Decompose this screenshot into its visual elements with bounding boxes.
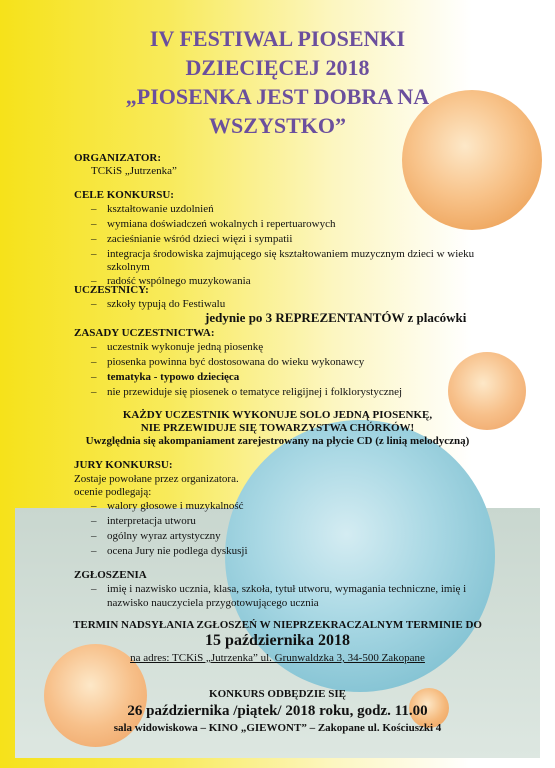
bullet-dash: – <box>91 530 97 542</box>
goal-item: wymiana doświadczeń wokalnych i repertuarowych <box>107 218 336 230</box>
bullet-dash: – <box>91 500 97 512</box>
jury-item: walory głosowe i muzykalność <box>107 500 244 512</box>
bullet-dash: – <box>91 545 97 557</box>
organizer-heading: ORGANIZATOR: <box>74 152 161 164</box>
bullet-dash: – <box>91 386 97 398</box>
event-venue: sala widowiskowa – KINO „GIEWONT” – Zakopane ul. Kościuszki 4 <box>113 722 442 734</box>
rule-item: nie przewiduje się piosenek o tematyce religijnej i folklorystycznej <box>107 386 403 398</box>
deadline-date: 15 października 2018 <box>205 632 350 649</box>
bullet-dash: – <box>91 341 97 353</box>
bullet-dash: – <box>91 203 97 215</box>
goals-heading: CELE KONKURSU: <box>74 189 174 201</box>
goal-item: radość wspólnego muzykowania <box>107 275 251 287</box>
bullet-dash: – <box>91 248 97 260</box>
rule-item: piosenka powinna być dostosowana do wieku wykonawcy <box>107 356 365 368</box>
jury-item: interpretacja utworu <box>107 515 196 527</box>
participants-item: szkoły typują do Festiwalu <box>107 298 226 310</box>
title-line-1: IV FESTIWAL PIOSENKI <box>149 26 406 51</box>
deadline-label: TERMIN NADSYŁANIA ZGŁOSZEŃ W NIEPRZEKRACZALNYM TERMINIE DO <box>73 619 482 631</box>
goal-item: integracja środowiska zajmującego się kształtowaniem muzycznym dzieci w wieku <box>107 248 475 260</box>
title-line-4: WSZYSTKO” <box>209 113 346 138</box>
deadline-address: na adres: TCKiS „Jutrzenka” ul. Grunwaldzka 3, 34-500 Zakopane <box>130 652 425 664</box>
notice-line-1: KAŻDY UCZESTNIK WYKONUJE SOLO JEDNĄ PIOSENKĘ, <box>122 409 433 421</box>
participants-highlight: jedynie po 3 REPREZENTANTÓW z placówki <box>205 310 467 325</box>
bullet-dash: – <box>91 298 97 310</box>
goal-item: zacieśnianie wśród dzieci więzi i sympatii <box>107 233 293 245</box>
bullet-dash: – <box>91 371 97 383</box>
orange-bubble-large <box>402 90 542 230</box>
rule-item: tematyka - typowo dziecięca <box>107 371 240 383</box>
submissions-line-1: imię i nazwisko ucznia, klasa, szkoła, tytuł utworu, wymagania techniczne, imię i <box>107 583 467 595</box>
notice-line-2: NIE PRZEWIDUJE SIĘ TOWARZYSTWA CHÓRKÓW! <box>140 422 415 434</box>
goal-item: kształtowanie uzdolnień <box>107 203 214 215</box>
jury-line-2: ocenie podlegają: <box>74 486 152 498</box>
title-line-3: „PIOSENKA JEST DOBRA NA <box>125 84 430 109</box>
goal-item-continued: szkolnym <box>107 261 150 273</box>
bullet-dash: – <box>91 275 97 287</box>
jury-item: ogólny wyraz artystyczny <box>107 530 221 542</box>
jury-item: ocena Jury nie podlega dyskusji <box>107 545 248 557</box>
participants-heading: UCZESTNICY: <box>74 284 149 296</box>
notice-line-3: Uwzględnia się akompaniament zarejestrowany na płycie CD (z linią melodyczną) <box>85 435 470 447</box>
event-date: 26 października /piątek/ 2018 roku, godz. 11.00 <box>127 703 428 719</box>
bullet-dash: – <box>91 233 97 245</box>
submissions-heading: ZGŁOSZENIA <box>74 569 147 581</box>
jury-heading: JURY KONKURSU: <box>74 459 173 471</box>
bullet-dash: – <box>91 218 97 230</box>
submissions-line-2: nazwisko nauczyciela przygotowującego ucznia <box>107 597 319 609</box>
jury-line-1: Zostaje powołane przez organizatora. <box>74 473 239 485</box>
bullet-dash: – <box>91 515 97 527</box>
event-label: KONKURS ODBĘDZIE SIĘ <box>209 688 346 700</box>
title-line-2: DZIECIĘCEJ 2018 <box>185 55 370 80</box>
rule-item: uczestnik wykonuje jedną piosenkę <box>107 341 264 353</box>
rules-heading: ZASADY UCZESTNICTWA: <box>74 327 215 339</box>
organizer-value: TCKiS „Jutrzenka” <box>91 165 177 177</box>
bullet-dash: – <box>91 356 97 368</box>
bullet-dash: – <box>91 583 97 595</box>
